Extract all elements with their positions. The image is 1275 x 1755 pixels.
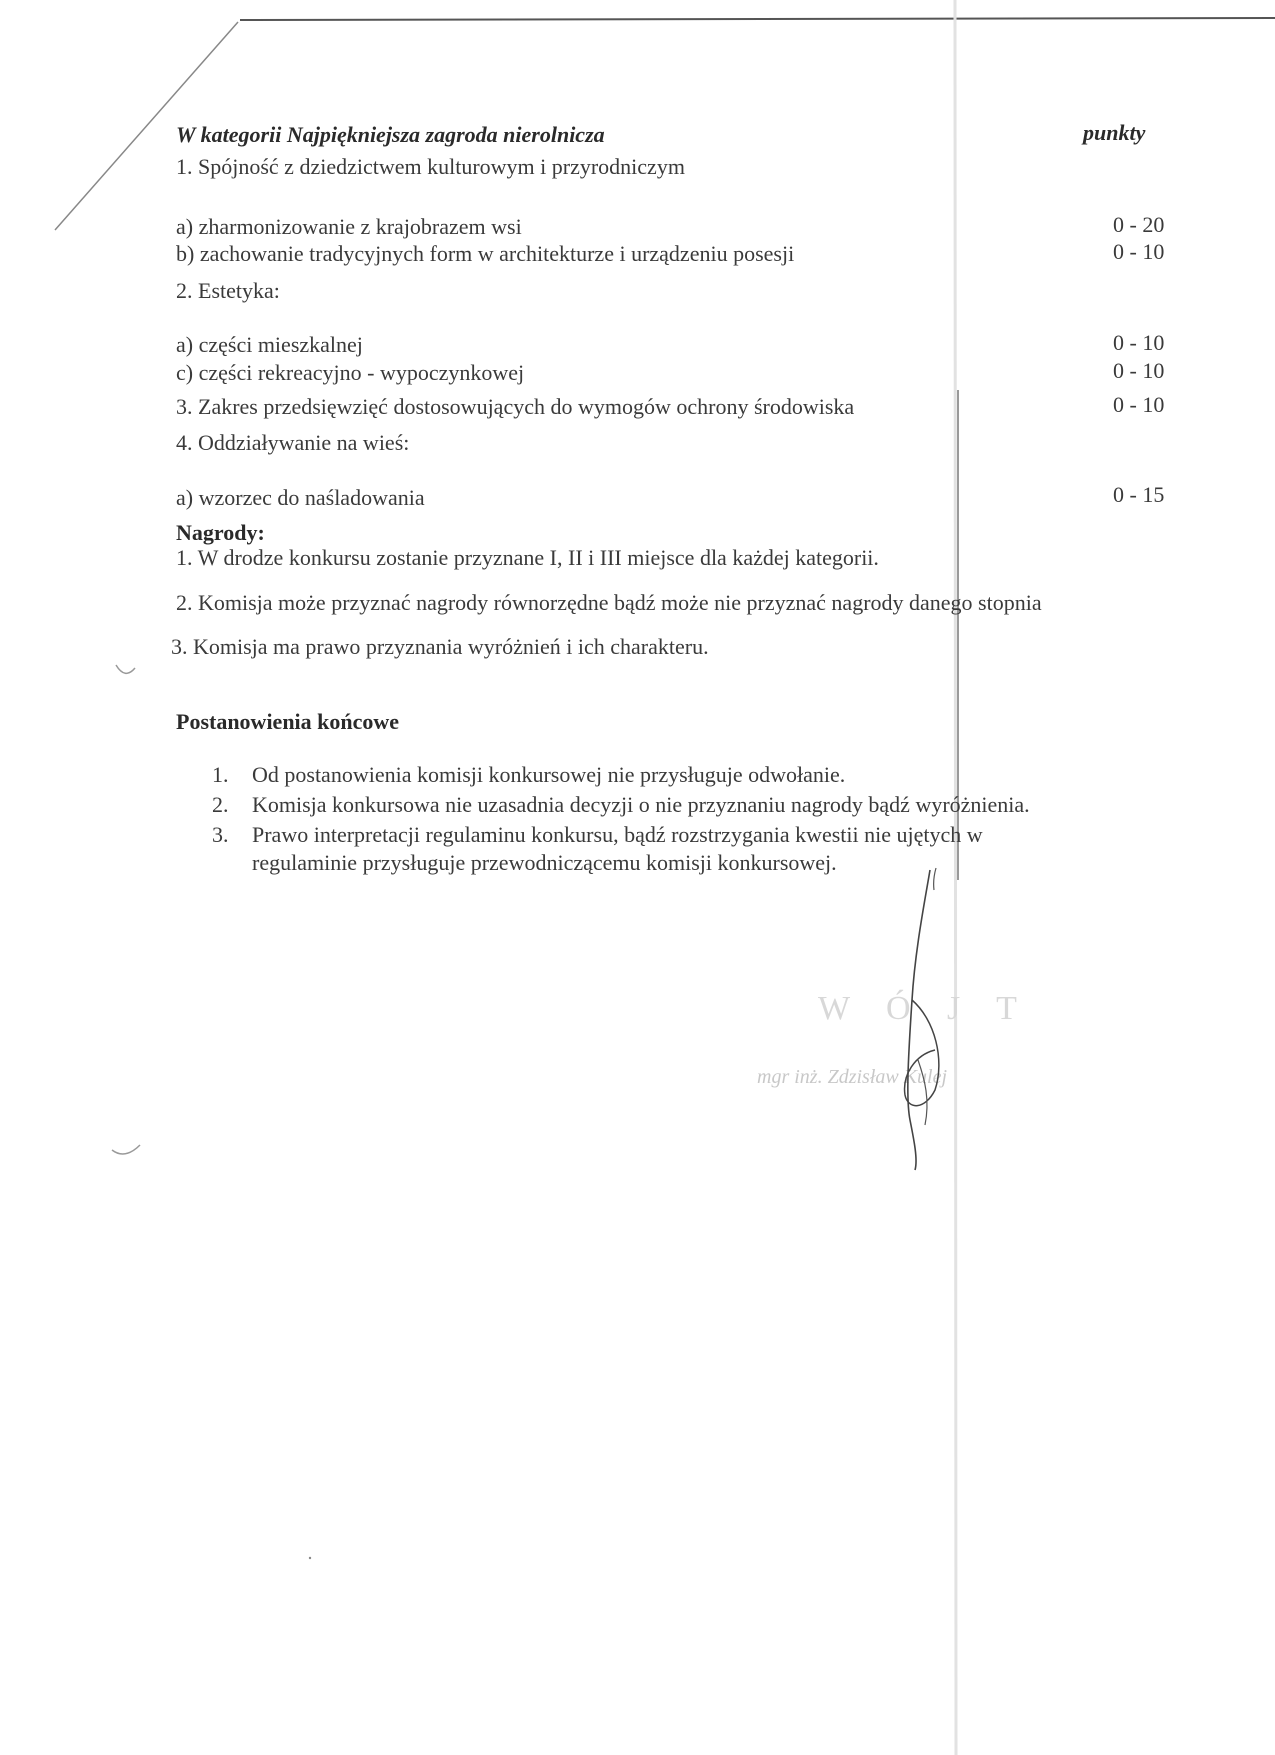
points-column-heading: punkty	[1083, 120, 1146, 145]
stamp-title: W Ó J T	[818, 990, 1031, 1027]
final-item-2-text: Komisja konkursowa nie uzasadnia decyzji o nie przyznaniu nagrody bądź wyróżnienia.	[252, 792, 1030, 817]
prize-item-3: 3. Komisja ma prawo przyznania wyróżnień i ich charakteru.	[171, 634, 709, 659]
category-heading: W kategorii Najpiękniejsza zagroda nierolnicza	[176, 122, 605, 147]
final-item-3-text-line-2: regulaminie przysługuje przewodniczącemu komisji konkursowej.	[252, 850, 837, 875]
criterion-1a-points: 0 - 20	[1113, 212, 1165, 237]
criterion-1: 1. Spójność z dziedzictwem kulturowym i przyrodniczym	[176, 154, 685, 179]
criterion-1a: a) zharmonizowanie z krajobrazem wsi	[176, 214, 522, 239]
final-item-1-text: Od postanowienia komisji konkursowej nie przysługuje odwołanie.	[252, 762, 846, 787]
prizes-heading: Nagrody:	[176, 520, 265, 545]
prize-item-1: 1. W drodze konkursu zostanie przyznane I, II i III miejsce dla każdej kategorii.	[176, 545, 879, 570]
criterion-3: 3. Zakres przedsięwzięć dostosowujących do wymogów ochrony środowiska	[176, 394, 855, 419]
criterion-1b: b) zachowanie tradycyjnych form w architekturze i urządzeniu posesji	[176, 241, 795, 266]
prize-item-2: 2. Komisja może przyznać nagrody równorzędne bądź może nie przyznać nagrody danego stopnia	[176, 590, 1042, 615]
criterion-2a-points: 0 - 10	[1113, 330, 1165, 355]
final-item-3-number: 3.	[212, 822, 229, 847]
stamp-name: mgr inż. Zdzisław Kulej	[757, 1066, 948, 1088]
final-item-2-number: 2.	[212, 792, 229, 817]
criterion-2c-points: 0 - 10	[1113, 358, 1165, 383]
final-item-1-number: 1.	[212, 762, 229, 787]
criterion-4: 4. Oddziaływanie na wieś:	[176, 430, 410, 455]
criterion-1b-points: 0 - 10	[1113, 239, 1165, 264]
final-item-3-text-line-1: Prawo interpretacji regulaminu konkursu, bądź rozstrzygania kwestii nie ujętych w	[252, 822, 983, 847]
criterion-2c: c) części rekreacyjno - wypoczynkowej	[176, 360, 525, 385]
criterion-4a: a) wzorzec do naśladowania	[176, 485, 425, 510]
criterion-4a-points: 0 - 15	[1113, 482, 1165, 507]
final-provisions-heading: Postanowienia końcowe	[176, 709, 400, 734]
criterion-2a: a) części mieszkalnej	[176, 332, 363, 357]
criterion-2: 2. Estetyka:	[176, 278, 280, 303]
criterion-3-points: 0 - 10	[1113, 392, 1165, 417]
